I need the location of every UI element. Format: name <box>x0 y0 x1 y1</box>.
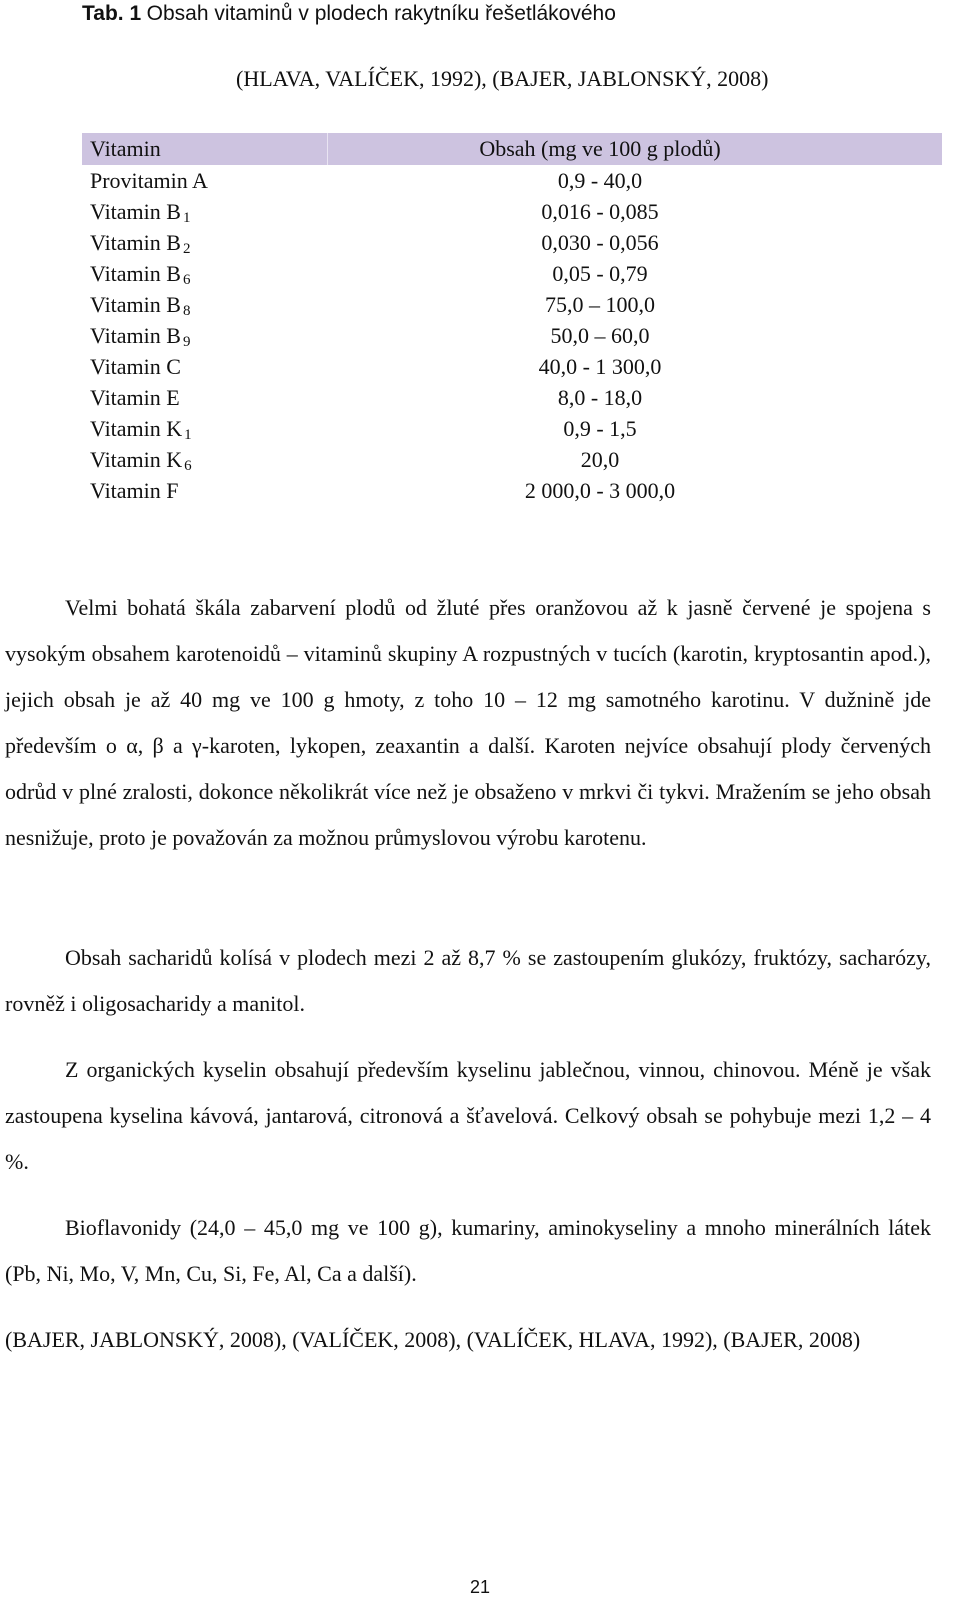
vitamin-value: 50,0 – 60,0 <box>550 323 650 348</box>
vitamin-name: Vitamin E <box>90 385 180 410</box>
table-row <box>82 320 942 351</box>
table-body <box>82 165 942 506</box>
vitamin-value: 20,0 <box>580 447 620 472</box>
vitamin-name-cell <box>82 475 328 506</box>
paragraph-saccharides: Obsah sacharidů kolísá v plodech mezi 2 až 8,7 % se zastoupením glukózy, fruktózy, sacharózy, rovněž i oligosacharidy a manitol. <box>5 945 931 1016</box>
vitamin-name-cell <box>82 258 328 289</box>
vitamin-name-cell <box>82 320 328 351</box>
vitamin-name-cell <box>82 444 328 475</box>
vitamin-name: Vitamin B <box>90 323 181 348</box>
vitamin-value: 2 000,0 - 3 000,0 <box>524 478 676 503</box>
table-sources: (HLAVA, VALÍČEK, 1992), (BAJER, JABLONSKÝ, 2008) <box>236 66 769 91</box>
page-number: 21 <box>469 1577 491 1597</box>
table-row <box>82 227 942 258</box>
vitamin-subscript: 1 <box>182 210 191 226</box>
vitamin-subscript: 6 <box>182 272 191 288</box>
vitamin-value: 0,030 - 0,056 <box>541 230 659 255</box>
table-row <box>82 351 942 382</box>
paragraph-organic-acids: Z organických kyselin obsahují především kyselinu jablečnou, vinnou, chinovou. Méně je však zastoupena kyselina kávová, jantarová, citronová a šťavelová. Celkový obsah se pohybuje mezi 1,2 – 4 %. <box>5 1057 931 1174</box>
table-row <box>82 382 942 413</box>
vitamin-name: Vitamin B <box>90 292 181 317</box>
vitamin-value: 0,9 - 1,5 <box>563 416 637 441</box>
vitamin-value: 75,0 – 100,0 <box>545 292 655 317</box>
vitamin-name-cell <box>82 382 328 413</box>
vitamin-value: 0,016 - 0,085 <box>541 199 659 224</box>
table-row <box>82 289 942 320</box>
vitamin-value: 0,05 - 0,79 <box>552 261 648 286</box>
vitamin-table <box>82 133 942 506</box>
vitamin-subscript: 6 <box>184 458 192 474</box>
vitamin-name-cell <box>82 289 328 320</box>
vitamin-name-cell <box>82 165 328 196</box>
vitamin-name-cell <box>82 196 328 227</box>
table-row <box>82 413 942 444</box>
vitamin-name-cell <box>82 351 328 382</box>
vitamin-name: Vitamin C <box>90 354 181 379</box>
vitamin-subscript: 8 <box>182 303 191 319</box>
table-row <box>82 165 942 196</box>
table-row <box>82 475 942 506</box>
vitamin-subscript: 2 <box>182 241 191 257</box>
vitamin-value: 0,9 - 40,0 <box>557 168 643 193</box>
table-header <box>82 133 942 165</box>
table-row <box>82 444 942 475</box>
vitamin-subscript: 1 <box>184 427 192 443</box>
paragraph-carotenoids: Velmi bohatá škála zabarvení plodů od žluté přes oranžovou až k jasně červené je spojena s vysokým obsahem karotenoidů – vitaminů skupiny A rozpustných v tucích (karotin, kryptosantin apod.), jejich obsah je až 40 mg ve 100 g hmoty, z toho 10 – 12 mg samotného karotinu. V dužnině jde především o α, β a γ-karoten, lykopen, zeaxantin a další. Karoten nejvíce obsahují plody červených odrůd v plné zralosti, dokonce několikrát více než je obsaženo v mrkvi či tykvi. Mražením se jeho obsah nesnižuje, proto je považován za možnou průmyslovou výrobu karotenu. <box>5 595 931 850</box>
table-title: Obsah vitaminů v plodech rakytníku řešetlákového <box>146 2 616 25</box>
table-label: Tab. 1 <box>82 2 142 25</box>
table-caption <box>82 0 616 27</box>
vitamin-value: 8,0 - 18,0 <box>557 385 643 410</box>
vitamin-name: Vitamin B <box>90 230 181 255</box>
vitamin-name-cell <box>82 227 328 258</box>
header-vitamin: Vitamin <box>82 133 328 165</box>
vitamin-name: Vitamin K <box>90 416 183 441</box>
vitamin-name: Vitamin F <box>90 478 179 503</box>
paragraph-bioflavonoids: Bioflavonidy (24,0 – 45,0 mg ve 100 g), kumariny, aminokyseliny a mnoho minerálních látek (Pb, Ni, Mo, V, Mn, Cu, Si, Fe, Al, Ca a další). <box>5 1215 931 1286</box>
table-row <box>82 258 942 289</box>
vitamin-name: Vitamin B <box>90 261 181 286</box>
table-row <box>82 196 942 227</box>
vitamin-value: 40,0 - 1 300,0 <box>538 354 662 379</box>
vitamin-subscript: 9 <box>182 334 191 350</box>
header-content: Obsah (mg ve 100 g plodů) <box>479 136 721 161</box>
vitamin-name: Provitamin A <box>90 168 208 193</box>
vitamin-name: Vitamin B <box>90 199 181 224</box>
paragraph-references: (BAJER, JABLONSKÝ, 2008), (VALÍČEK, 2008), (VALÍČEK, HLAVA, 1992), (BAJER, 2008) <box>5 1327 861 1352</box>
vitamin-name: Vitamin K <box>90 447 183 472</box>
vitamin-name-cell <box>82 413 328 444</box>
